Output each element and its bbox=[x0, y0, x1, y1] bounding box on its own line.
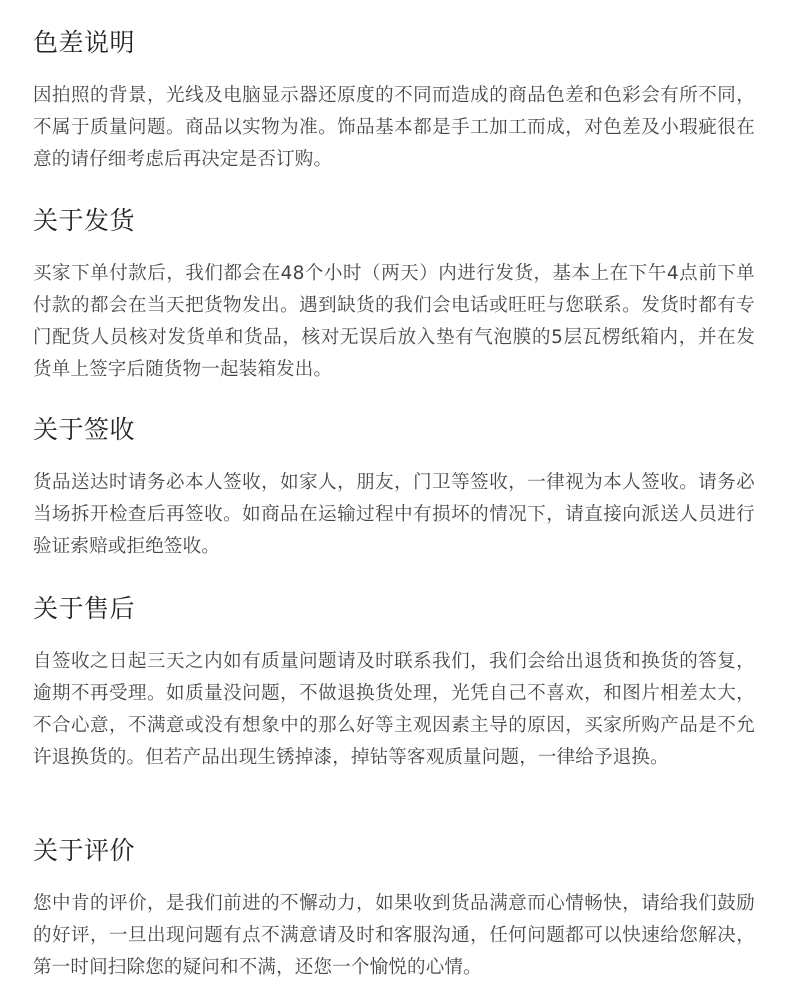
section-title: 关于评价 bbox=[33, 836, 136, 865]
section-body: 您中肯的评价，是我们前进的不懈动力，如果收到货品满意而心情畅快，请给我们鼓励的好评，一旦出现问题有点不满意请及时和客服沟通，任何问题都可以快速给您解决，第一时间扫除您的疑问和不满，还您一个愉悦的心情。 bbox=[33, 893, 755, 978]
section-title: 关于发货 bbox=[33, 206, 136, 235]
section-body: 买家下单付款后，我们都会在48个小时（两天）内进行发货，基本上在下午4点前下单付款的都会在当天把货物发出。遇到缺货的我们会电话或旺旺与您联系。发货时都有专门配货人员核对发货单和货品，核对无误后放入垫有气泡膜的5层瓦楞纸箱内，并在发货单上签字后随货物一起装箱发出。 bbox=[33, 263, 755, 380]
section-body: 自签收之日起三天之内如有质量问题请及时联系我们，我们会给出退货和换货的答复，逾期不再受理。如质量没问题，不做退换货处理，光凭自己不喜欢，和图片相差太大，不合心意，不满意或没有想象中的那么好等主观因素主导的原因，买家所购产品是不允许退换货的。但若产品出现生锈掉漆，掉钻等客观质量问题，一律给予退换。 bbox=[33, 651, 755, 768]
section-reviews bbox=[33, 834, 755, 984]
section-body: 货品送达时请务必本人签收，如家人，朋友，门卫等签收，一律视为本人签收。请务必当场拆开检查后再签收。如商品在运输过程中有损坏的情况下，请直接向派送人员进行验证索赔或拒绝签收。 bbox=[33, 472, 755, 557]
section-body: 因拍照的背景，光线及电脑显示器还原度的不同而造成的商品色差和色彩会有所不同，不属于质量问题。商品以实物为准。饰品基本都是手工加工而成，对色差及小瑕疵很在意的请仔细考虑后再决定是否订购。 bbox=[33, 85, 755, 170]
section-color-difference bbox=[33, 26, 755, 176]
section-receipt bbox=[33, 413, 755, 563]
section-shipping bbox=[33, 204, 755, 386]
section-after-sales bbox=[33, 592, 755, 774]
section-title: 色差说明 bbox=[33, 28, 136, 57]
section-title: 关于售后 bbox=[33, 594, 136, 623]
section-title: 关于签收 bbox=[33, 415, 136, 444]
